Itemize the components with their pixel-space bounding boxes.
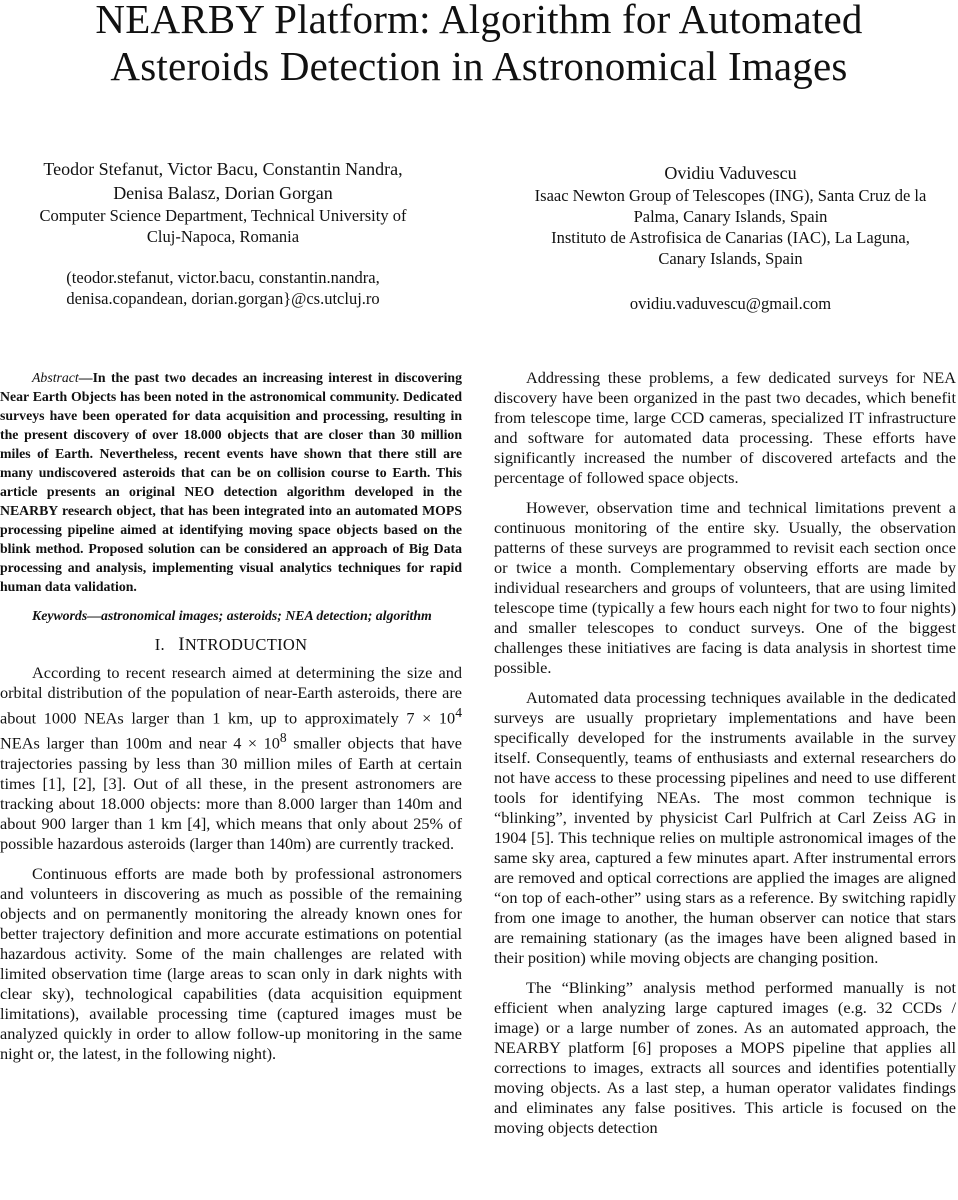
exponent-1: 4 <box>455 705 462 720</box>
abstract <box>0 368 462 596</box>
affiliation-line-4: Canary Islands, Spain <box>658 249 803 268</box>
abstract-text: In the past two decades an increasing interest in discovering Near Earth Objects has been noted in the astronomical community. Dedicated surveys have been operated for data acquisition and processing, resulting in the present discovery of over 18.000 objects that are closer than 30 million miles of Earth. Nevertheless, recent events have shown that there still are many undiscovered asteroids that can be on collision course to Earth. This article presents an original NEO detection algorithm developed in the NEARBY research object, that has been integrated into an automated MOPS processing pipeline aimed at identifying moving space objects based on the blink method. Proposed solution can be considered an approach of Big Data processing and analysis, implementing visual analytics techniques for rapid human data validation. <box>0 370 462 594</box>
email-line-1: (teodor.stefanut, victor.bacu, constantin.nandra, <box>66 268 380 287</box>
email-line-2: denisa.copandean, dorian.gorgan}@cs.utcluj.ro <box>66 289 380 308</box>
affiliation-line-2: Palma, Canary Islands, Spain <box>633 207 828 226</box>
paragraph-intro-1-part-a: According to recent research aimed at determining the size and orbital distribution of the population of near-Earth asteroids, there are about 1000 NEAs larger than 1 km, up to approximately 7 × 10 <box>0 663 462 728</box>
paragraph-intro-3: Addressing these problems, a few dedicated surveys for NEA discovery have been organized in the past two decades, which benefit from telescope time, large CCD cameras, specialized IT infrastructure and software for automated data processing. These efforts have significantly increased the number of discovered artefacts and the percentage of followed space objects. <box>494 368 956 487</box>
author-name: Ovidiu Vaduvescu <box>664 163 797 183</box>
exponent-2: 8 <box>279 730 287 746</box>
paragraph-intro-4: However, observation time and technical limitations prevent a continuous monitoring of the entire sky. Usually, the observation patterns of these surveys are programmed to revisit each section once or twice a month. Complementary observing efforts are made by individual researchers and groups of volunteers, that are using limited telescope time (typically a few hours each night for two to four nights) and smaller telescopes to conduct surveys. One of the biggest challenges these initiatives are facing is data analysis in shortest time possible. <box>494 498 956 677</box>
affiliation-line-1: Isaac Newton Group of Telescopes (ING), Santa Cruz de la <box>534 186 927 205</box>
author-block-left <box>8 157 438 309</box>
paragraph-intro-1-part-b: NEAs larger than 100m and near 4 × 10 <box>0 733 280 753</box>
keywords-text: astronomical images; asteroids; NEA detection; algorithm <box>101 608 432 623</box>
title-line-2: Asteroids Detection in Astronomical Images <box>110 43 848 89</box>
email: ovidiu.vaduvescu@gmail.com <box>629 294 832 313</box>
paragraph-intro-1-part-c: smaller objects that have trajectories passing by less than 30 million miles of Earth at certain times [1], [2], [3]. Out of all these, in the present astronomers are tracking about 18.000 objects: more than 8.000 larger than 140m and about 900 larger than 1 km [4], which means that only about 25% of possible hazardous asteroids (larger than 140m) are currently tracked. <box>0 733 462 853</box>
paragraph-intro-5: Automated data processing techniques available in the dedicated surveys are usually proprietary implementations and have been specifically developed for the instruments available in the survey itself. Consequently, teams of enthusiasts and external researchers do not have access to these processing pipelines and need to use different tools for identifying NEAs. The most common technique is “blinking”, invented by physicist Carl Pulfrich at Carl Zeiss AG in 1904 [5]. This technique relies on multiple astronomical images of the same sky area, captured a few minutes apart. After instrumental errors are removed and optical corrections are applied the images are aligned “on top of each-other” using stars as a reference. By switching rapidly from one image to another, the human observer can notice that stars are remaining stationary (as the images have been aligned based in their position) while moving objects are changing position. <box>494 688 956 967</box>
author-names-line-1: Teodor Stefanut, Victor Bacu, Constantin Nandra, <box>43 159 403 179</box>
abstract-label: Abstract <box>32 370 79 385</box>
keywords-label: Keywords <box>32 608 88 623</box>
section-numeral: I. <box>154 635 165 654</box>
affiliation-line-1: Computer Science Department, Technical University of <box>39 206 407 225</box>
affiliation-line-3: Instituto de Astrofisica de Canarias (IAC), La Laguna, <box>551 228 910 247</box>
section-title-rest: NTRODUCTION <box>184 635 308 654</box>
author-names-line-2: Denisa Balasz, Dorian Gorgan <box>113 183 333 203</box>
right-column <box>494 368 956 1148</box>
paragraph-intro-1 <box>0 663 462 854</box>
abstract-dash: — <box>78 370 93 385</box>
paragraph-intro-2: Continuous efforts are made both by professional astronomers and volunteers in discovering as much as possible of the remaining objects and on permanently monitoring the already known ones for better trajectory definition and more accurate estimations on potential hazardous activity. Some of the main challenges are related with limited observation time (large areas to scan only in dark nights with clear sky), technological capabilities (data acquisition equipment limitations), available processing time (captured images must be analyzed quickly in order to allow follow-up monitoring in the same night or, the latest, in the following night). <box>0 863 462 1063</box>
section-heading-introduction <box>0 635 462 655</box>
paragraph-intro-6: The “Blinking” analysis method performed manually is not efficient when analyzing large captured images (e.g. 32 CCDs / image) or a large number of zones. As an automated approach, the NEARBY platform [6] proposes a MOPS pipeline that applies all corrections to images, extracts all sources and identifies potentially moving objects. As a last step, a human operator validates findings and eliminates any false positives. This article is focused on the moving objects detection <box>494 978 956 1137</box>
author-block-right <box>503 161 958 314</box>
left-column <box>0 368 462 1074</box>
title-line-1: NEARBY Platform: Algorithm for Automated <box>95 0 863 42</box>
section-title-initial: I <box>178 634 185 655</box>
keywords-dash: — <box>87 608 101 623</box>
keywords <box>0 606 462 625</box>
affiliation-line-2: Cluj-Napoca, Romania <box>146 227 300 246</box>
paper-title <box>0 0 958 90</box>
